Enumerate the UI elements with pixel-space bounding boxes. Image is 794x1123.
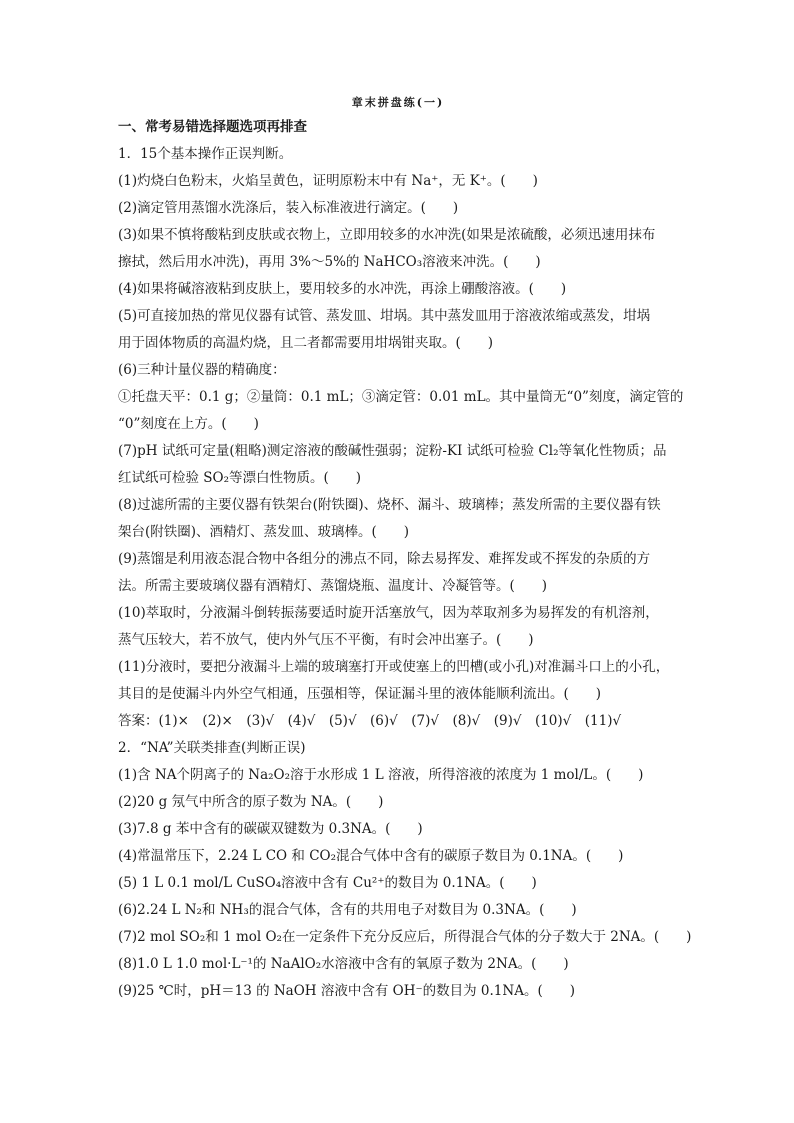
text-line-content: (3)7.8 g 苯中含有的碳碳双键数为 0.3NA。( ) [118, 821, 423, 837]
text-line-content: (7)pH 试纸可定量(粗略)测定溶液的酸碱性强弱；淀粉-KI 试纸可检验 Cl₂等氧化性物质；品 [118, 443, 667, 459]
text-line-content: (9)蒸馏是利用液态混合物中各组分的沸点不同，除去易挥发、难挥发或不挥发的杂质的方 [118, 551, 651, 567]
text-line-content: 2．“NA”关联类排查(判断正误) [118, 740, 306, 756]
text-line [118, 924, 692, 951]
text-line-content: (6)2.24 L N₂和 NH₃的混合气体，含有的共用电子对数目为 0.3NA。( ) [118, 902, 577, 918]
text-line [118, 762, 678, 789]
text-line-content: 答案：(1)× (2)× (3)√ (4)√ (5)√ (6)√ (7)√ (8)√ (9)√ (10)√ (11)√ [118, 713, 622, 729]
text-line-content: (2)滴定管用蒸馏水洗涤后，装入标准液进行滴定。( ) [118, 200, 459, 216]
text-line [118, 654, 678, 681]
text-line [118, 411, 678, 438]
text-line-content: (5) 1 L 0.1 mol/L CuSO₄溶液中含有 Cu²⁺的数目为 0.1NA。( ) [118, 875, 537, 891]
text-line [118, 303, 678, 330]
text-line-content: (10)萃取时，分液漏斗倒转振荡要适时旋开活塞放气，因为萃取剂多为易挥发的有机溶剂， [118, 605, 659, 621]
text-line-content: (4)常温常压下，2.24 L CO 和 CO₂混合气体中含有的碳原子数目为 0.1NA。( ) [118, 848, 624, 864]
text-line [118, 735, 678, 762]
text-line [118, 978, 678, 1005]
text-line-content: (5)可直接加热的常见仪器有试管、蒸发皿、坩埚。其中蒸发皿用于溶液浓缩或蒸发，坩埚 [118, 308, 651, 324]
text-line [118, 357, 678, 384]
text-line [118, 222, 678, 249]
text-line-content: (8)1.0 L 1.0 mol·L⁻¹的 NaAlO₂水溶液中含有的氧原子数为 2NA。( ) [118, 956, 569, 972]
text-line [118, 897, 678, 924]
text-line-content: 架台(附铁圈)、酒精灯、蒸发皿、玻璃棒。( ) [118, 524, 410, 540]
text-line [118, 276, 678, 303]
text-line [118, 384, 684, 411]
text-line [118, 330, 678, 357]
text-line [118, 546, 678, 573]
text-line [118, 951, 678, 978]
text-line [118, 519, 678, 546]
text-line-content: (9)25 ℃时，pH＝13 的 NaOH 溶液中含有 OH⁻的数目为 0.1NA。( ) [118, 983, 575, 999]
text-line [118, 249, 678, 276]
text-line [118, 492, 678, 519]
text-line-content: (3)如果不慎将酸粘到皮肤或衣物上，立即用较多的水冲洗(如果是浓硫酸，必须迅速用抹布 [118, 227, 656, 243]
section-heading: 一、常考易错选择题选项再排查 [118, 119, 307, 135]
text-line [118, 789, 678, 816]
text-line-content: 1．15个基本操作正误判断。 [118, 146, 293, 162]
text-line [118, 870, 678, 897]
text-line-content: (8)过滤所需的主要仪器有铁架台(附铁圈)、烧杯、漏斗、玻璃棒；蒸发所需的主要仪器有铁 [118, 497, 661, 513]
page-title: 章末拼盘练(一) [351, 96, 445, 109]
text-line [118, 141, 678, 168]
text-line [118, 438, 678, 465]
text-line-content: (6)三种计量仪器的精确度： [118, 362, 286, 378]
text-line [118, 465, 678, 492]
text-line [118, 195, 678, 222]
text-line-content: (4)如果将碱溶液粘到皮肤上，要用较多的水冲洗，再涂上硼酸溶液。( ) [118, 281, 567, 297]
text-line-content: “0”刻度在上方。( ) [118, 416, 259, 432]
text-line-content: 红试纸可检验 SO₂等漂白性物质。( ) [118, 470, 362, 486]
text-line-content: ①托盘天平：0.1 g；②量筒：0.1 mL；③滴定管：0.01 mL。其中量筒无“0”刻度，滴定管的 [118, 389, 684, 405]
document-page [118, 92, 692, 1005]
text-line [118, 573, 678, 600]
text-line-content: (2)20 g 氖气中所含的原子数为 NA。( ) [118, 794, 384, 810]
text-line [118, 627, 678, 654]
text-line-content: 蒸气压较大，若不放气，使内外气压不平衡，有时会冲出塞子。( ) [118, 632, 534, 648]
text-line-content: 擦拭，然后用水冲洗)，再用 3%～5%的 NaHCO₃溶液来冲洗。( ) [118, 254, 541, 270]
text-line [118, 843, 678, 870]
text-line [118, 708, 678, 735]
text-line-content: (11)分液时，要把分液漏斗上端的玻璃塞打开或使塞上的凹槽(或小孔)对准漏斗口上的小孔， [118, 659, 670, 675]
text-line [118, 600, 678, 627]
text-line-content: 法。所需主要玻璃仪器有酒精灯、蒸馏烧瓶、温度计、冷凝管等。( ) [118, 578, 548, 594]
text-line [118, 816, 678, 843]
content-lines [118, 141, 692, 1005]
text-line [118, 681, 678, 708]
text-line-content: (1)含 NA个阴离子的 Na₂O₂溶于水形成 1 L 溶液，所得溶液的浓度为 1 mol/L。( ) [118, 767, 644, 783]
text-line-content: 用于固体物质的高温灼烧，且二者都需要用坩埚钳夹取。( ) [118, 335, 494, 351]
text-line [118, 168, 678, 195]
text-line-content: (1)灼烧白色粉末，火焰呈黄色，证明原粉末中有 Na⁺，无 K⁺。( ) [118, 173, 538, 189]
text-line-content: (7)2 mol SO₂和 1 mol O₂在一定条件下充分反应后，所得混合气体的分子数大于 2NA。( ) [118, 929, 692, 945]
text-line-content: 其目的是使漏斗内外空气相通，压强相等，保证漏斗里的液体能顺利流出。( ) [118, 686, 602, 702]
